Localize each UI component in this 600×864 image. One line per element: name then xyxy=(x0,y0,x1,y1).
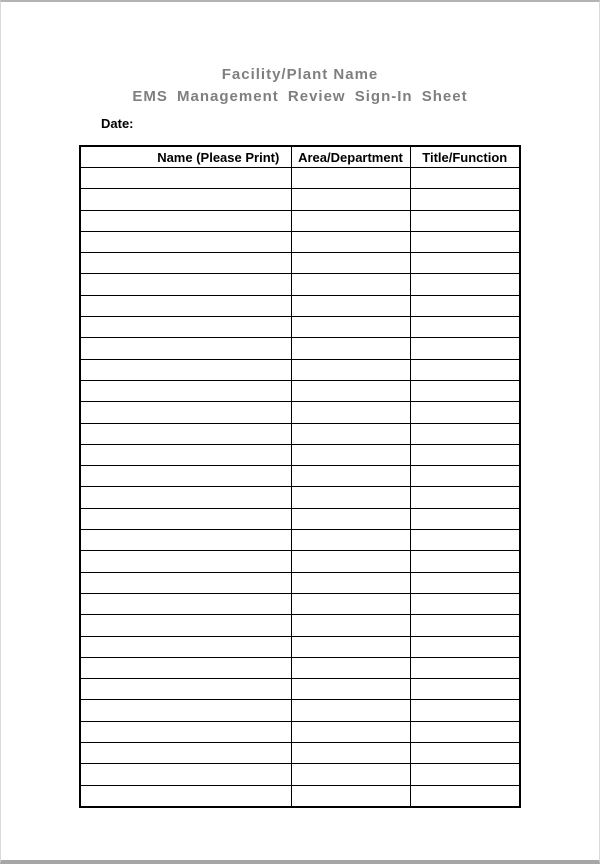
blank-cell[interactable] xyxy=(291,210,410,231)
table-row xyxy=(80,444,520,465)
column-header-title-function: Title/Function xyxy=(410,146,520,168)
blank-cell[interactable] xyxy=(80,168,291,189)
table-row xyxy=(80,295,520,316)
blank-cell[interactable] xyxy=(80,402,291,423)
blank-cell[interactable] xyxy=(80,380,291,401)
blank-cell[interactable] xyxy=(410,508,520,529)
table-row xyxy=(80,359,520,380)
blank-cell[interactable] xyxy=(80,530,291,551)
blank-cell[interactable] xyxy=(410,657,520,678)
blank-cell[interactable] xyxy=(410,380,520,401)
blank-cell[interactable] xyxy=(291,764,410,785)
blank-cell[interactable] xyxy=(291,487,410,508)
table-row xyxy=(80,380,520,401)
date-row xyxy=(101,116,257,131)
table-row xyxy=(80,657,520,678)
blank-cell[interactable] xyxy=(80,274,291,295)
blank-cell[interactable] xyxy=(80,785,291,807)
blank-cell[interactable] xyxy=(80,444,291,465)
table-row xyxy=(80,721,520,742)
blank-cell[interactable] xyxy=(410,615,520,636)
table-row xyxy=(80,189,520,210)
blank-cell[interactable] xyxy=(410,743,520,764)
blank-cell[interactable] xyxy=(410,402,520,423)
blank-cell[interactable] xyxy=(291,679,410,700)
header-row xyxy=(80,146,520,168)
blank-cell[interactable] xyxy=(291,530,410,551)
blank-cell[interactable] xyxy=(410,679,520,700)
blank-cell[interactable] xyxy=(291,295,410,316)
blank-cell[interactable] xyxy=(410,487,520,508)
blank-cell[interactable] xyxy=(410,317,520,338)
blank-cell[interactable] xyxy=(291,231,410,252)
blank-cell[interactable] xyxy=(410,721,520,742)
blank-cell[interactable] xyxy=(80,487,291,508)
blank-cell[interactable] xyxy=(291,721,410,742)
blank-cell[interactable] xyxy=(80,679,291,700)
blank-cell[interactable] xyxy=(410,253,520,274)
blank-cell[interactable] xyxy=(80,551,291,572)
sign-in-table-header xyxy=(80,146,520,168)
blank-cell[interactable] xyxy=(410,551,520,572)
blank-cell[interactable] xyxy=(80,253,291,274)
blank-cell[interactable] xyxy=(410,295,520,316)
blank-cell[interactable] xyxy=(291,189,410,210)
blank-cell[interactable] xyxy=(291,338,410,359)
table-row xyxy=(80,466,520,487)
blank-cell[interactable] xyxy=(291,572,410,593)
blank-cell[interactable] xyxy=(410,359,520,380)
blank-cell[interactable] xyxy=(410,593,520,614)
blank-cell[interactable] xyxy=(410,274,520,295)
blank-cell[interactable] xyxy=(80,231,291,252)
blank-cell[interactable] xyxy=(410,338,520,359)
table-row xyxy=(80,274,520,295)
table-row xyxy=(80,168,520,189)
blank-cell[interactable] xyxy=(291,466,410,487)
blank-cell[interactable] xyxy=(291,380,410,401)
table-row xyxy=(80,487,520,508)
table-row xyxy=(80,743,520,764)
blank-cell[interactable] xyxy=(410,423,520,444)
blank-cell[interactable] xyxy=(410,572,520,593)
table-row xyxy=(80,423,520,444)
table-row xyxy=(80,551,520,572)
date-label: Date: xyxy=(101,116,134,131)
blank-cell[interactable] xyxy=(291,785,410,807)
table-row xyxy=(80,530,520,551)
blank-cell[interactable] xyxy=(291,551,410,572)
blank-cell[interactable] xyxy=(291,423,410,444)
blank-cell[interactable] xyxy=(410,466,520,487)
blank-cell[interactable] xyxy=(80,423,291,444)
blank-cell[interactable] xyxy=(291,636,410,657)
table-row xyxy=(80,210,520,231)
blank-cell[interactable] xyxy=(80,700,291,721)
sheet-title: EMS Management Review Sign-In Sheet xyxy=(132,88,468,105)
blank-cell[interactable] xyxy=(80,210,291,231)
table-row xyxy=(80,317,520,338)
blank-cell[interactable] xyxy=(80,657,291,678)
blank-cell[interactable] xyxy=(291,508,410,529)
sign-in-table-body xyxy=(80,168,520,807)
blank-cell[interactable] xyxy=(80,764,291,785)
blank-cell[interactable] xyxy=(80,593,291,614)
blank-cell[interactable] xyxy=(410,168,520,189)
blank-cell[interactable] xyxy=(80,338,291,359)
table-row xyxy=(80,572,520,593)
column-header-area-department: Area/Department xyxy=(291,146,410,168)
blank-cell[interactable] xyxy=(291,359,410,380)
blank-cell[interactable] xyxy=(291,274,410,295)
table-row xyxy=(80,593,520,614)
table-row xyxy=(80,764,520,785)
blank-cell[interactable] xyxy=(291,615,410,636)
blank-cell[interactable] xyxy=(291,444,410,465)
blank-cell[interactable] xyxy=(410,231,520,252)
blank-cell[interactable] xyxy=(291,402,410,423)
table-row xyxy=(80,338,520,359)
table-row xyxy=(80,402,520,423)
blank-cell[interactable] xyxy=(80,615,291,636)
blank-cell[interactable] xyxy=(80,743,291,764)
table-row xyxy=(80,508,520,529)
blank-cell[interactable] xyxy=(291,743,410,764)
table-row xyxy=(80,231,520,252)
facility-name-title: Facility/Plant Name xyxy=(221,66,379,83)
blank-cell[interactable] xyxy=(291,593,410,614)
blank-cell[interactable] xyxy=(410,444,520,465)
table-row xyxy=(80,615,520,636)
table-row xyxy=(80,253,520,274)
blank-cell[interactable] xyxy=(410,210,520,231)
blank-cell[interactable] xyxy=(80,189,291,210)
table-row xyxy=(80,785,520,807)
blank-cell[interactable] xyxy=(291,253,410,274)
blank-cell[interactable] xyxy=(291,700,410,721)
blank-cell[interactable] xyxy=(80,636,291,657)
column-header-name: Name (Please Print) xyxy=(80,146,291,168)
blank-cell[interactable] xyxy=(410,189,520,210)
blank-cell[interactable] xyxy=(80,317,291,338)
blank-cell[interactable] xyxy=(410,700,520,721)
blank-cell[interactable] xyxy=(80,572,291,593)
blank-cell[interactable] xyxy=(80,466,291,487)
blank-cell[interactable] xyxy=(80,508,291,529)
blank-cell[interactable] xyxy=(291,168,410,189)
blank-cell[interactable] xyxy=(80,295,291,316)
blank-cell[interactable] xyxy=(80,359,291,380)
blank-cell[interactable] xyxy=(291,317,410,338)
blank-cell[interactable] xyxy=(410,530,520,551)
table-row xyxy=(80,700,520,721)
sign-in-table xyxy=(79,145,521,808)
blank-cell[interactable] xyxy=(80,721,291,742)
blank-cell[interactable] xyxy=(410,785,520,807)
table-row xyxy=(80,636,520,657)
table-row xyxy=(80,679,520,700)
blank-cell[interactable] xyxy=(410,636,520,657)
blank-cell[interactable] xyxy=(291,657,410,678)
blank-cell[interactable] xyxy=(410,764,520,785)
